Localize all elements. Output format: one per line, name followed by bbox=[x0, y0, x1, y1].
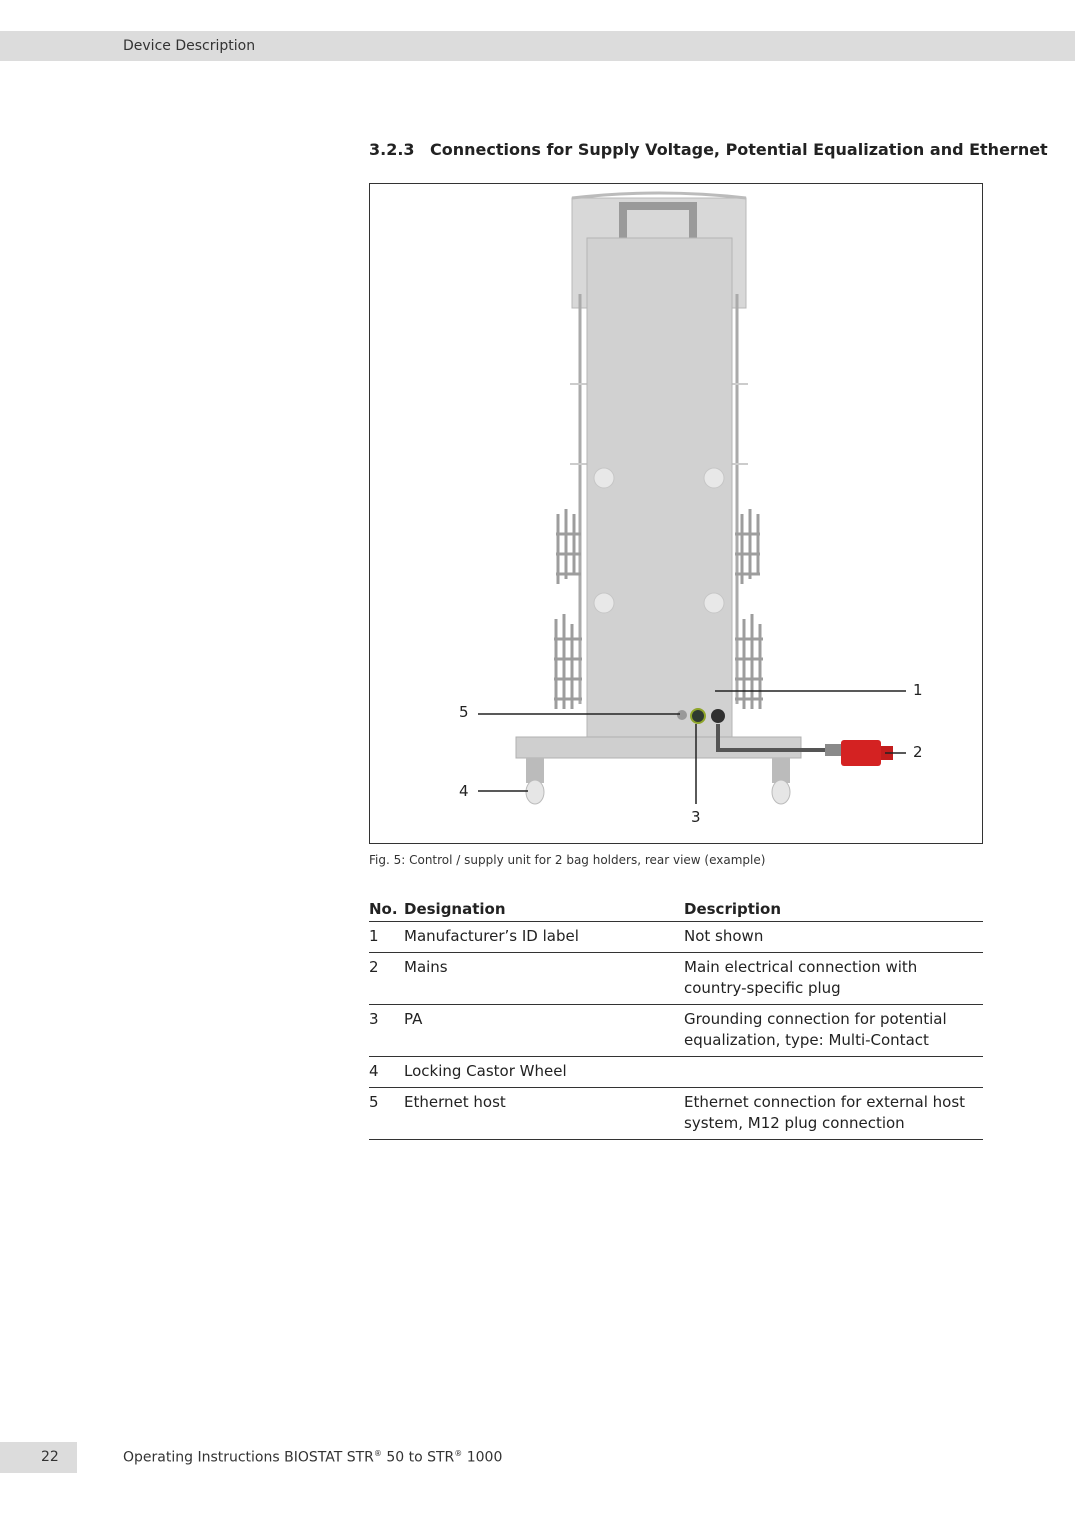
table-row bbox=[369, 1057, 983, 1088]
table-row bbox=[369, 1088, 983, 1140]
cell-no: 2 bbox=[369, 953, 404, 1005]
cell-designation: Locking Castor Wheel bbox=[404, 1057, 684, 1088]
cell-description: Main electrical connection with country-specific plug bbox=[684, 953, 983, 1005]
footer-doc-suffix: 1000 bbox=[462, 1449, 503, 1466]
cell-no: 4 bbox=[369, 1057, 404, 1088]
connections-table bbox=[369, 897, 983, 1140]
device-illustration bbox=[370, 184, 982, 843]
table-row bbox=[369, 1005, 983, 1057]
header-no: No. bbox=[369, 897, 404, 922]
registered-mark: ® bbox=[454, 1449, 463, 1458]
header-designation: Designation bbox=[404, 897, 684, 922]
footer-doc-prefix: Operating Instructions BIOSTAT STR bbox=[123, 1449, 374, 1466]
table-row bbox=[369, 922, 983, 953]
footer-document-title bbox=[123, 1449, 502, 1466]
table-header-row bbox=[369, 897, 983, 922]
cell-description: Not shown bbox=[684, 922, 983, 953]
callout-4: 4 bbox=[459, 782, 469, 800]
table-row bbox=[369, 953, 983, 1005]
cell-description bbox=[684, 1057, 983, 1088]
cell-no: 3 bbox=[369, 1005, 404, 1057]
cell-no: 1 bbox=[369, 922, 404, 953]
callout-5: 5 bbox=[459, 703, 469, 721]
section-heading bbox=[369, 140, 1048, 159]
cell-designation: Manufacturer’s ID label bbox=[404, 922, 684, 953]
callout-1: 1 bbox=[913, 681, 923, 699]
running-header: Device Description bbox=[123, 38, 256, 54]
callout-2: 2 bbox=[913, 743, 923, 761]
callout-3: 3 bbox=[691, 808, 701, 826]
figure-caption: Fig. 5: Control / supply unit for 2 bag holders, rear view (example) bbox=[369, 853, 766, 867]
cell-designation: PA bbox=[404, 1005, 684, 1057]
cell-designation: Ethernet host bbox=[404, 1088, 684, 1140]
header-description: Description bbox=[684, 897, 983, 922]
section-title: Connections for Supply Voltage, Potential Equalization and Ethernet bbox=[430, 140, 1048, 159]
page-number: 22 bbox=[41, 1449, 59, 1465]
section-number: 3.2.3 bbox=[369, 140, 415, 159]
registered-mark: ® bbox=[373, 1449, 382, 1458]
footer-page-box bbox=[0, 1442, 77, 1473]
cell-description: Grounding connection for potential equalization, type: Multi-Contact bbox=[684, 1005, 983, 1057]
figure-frame bbox=[369, 183, 983, 844]
cell-no: 5 bbox=[369, 1088, 404, 1140]
footer-doc-mid: 50 to STR bbox=[381, 1449, 455, 1466]
cell-description: Ethernet connection for external host system, M12 plug connection bbox=[684, 1088, 983, 1140]
cell-designation: Mains bbox=[404, 953, 684, 1005]
